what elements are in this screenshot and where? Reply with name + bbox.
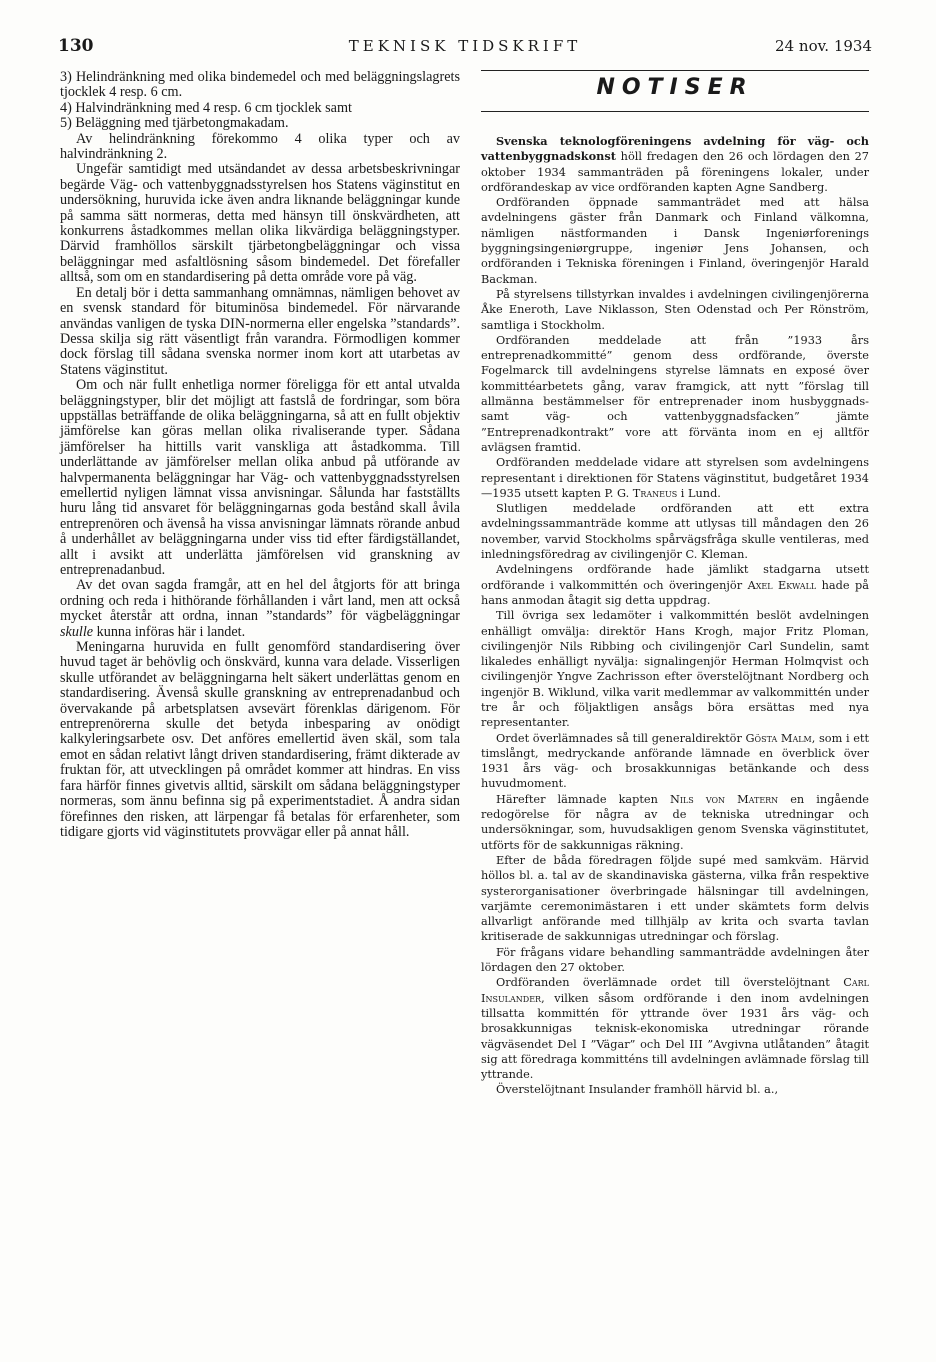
text-run: i Lund.	[677, 486, 721, 500]
text-run: Ordet överlämnades så till generaldirektör	[496, 731, 746, 745]
text-run: Ordföranden överlämnade ordet till överstelöjtnant	[496, 976, 844, 990]
paragraph	[481, 455, 869, 501]
paragraph	[481, 562, 869, 608]
paragraph: 4) Halvindränkning med 4 resp. 6 cm tjocklek samt	[60, 99, 352, 116]
paragraph: För frågans vidare behandling sammanträdde avdelningen åter lördagen den 27 oktober.	[481, 945, 869, 975]
left-column	[60, 70, 460, 840]
paragraph: En detalj bör i detta sammanhang omnämnas, nämligen behovet av en svensk standard för bituminösa bindemedel. För närvarande användas vanligen de tyska DIN-normerna eller engelska ”standards”. Dessa skilja sig rätt väsentligt från varandra. Förmodligen kommer dock förslag till sådana svenska normer inom kort att utarbetas av Statens väginstitut.	[60, 284, 460, 378]
page-header	[58, 36, 872, 58]
person-name: P. G. Traneus	[604, 486, 678, 500]
paragraph: Om och när fullt enhetliga normer föreligga för ett antal utvalda beläggningstyper, blir det möjligt att fastslå de fordringar, som böra uppställas beträffande de olika beläggningarna, så att en fullt objektiv jämförelse kan göras mellan olika rivaliserande typer. Sådana jämförelser ha hittills varit vanskliga att åstadkomma. Till underlättande av jämförelser mellan olika anbud på utförande av halvpermanenta beläggningar har Väg- och vattenbyggnadsstyrelsen emellertid nyligen lämnat vissa anvisningar. Sålunda har fastställts huru lång tid ansvaret för beläggningarnas goda bestånd skall åvila entreprenören och ävenså ha vissa anvisningar lämnats rörande anbud å underhållet av beläggningarna under viss tid efter färdigställandet, allt i avsikt att underlätta jämförelsen vid granskning av entreprenadanbud.	[60, 377, 460, 578]
text-run: en ingående redogörelse för några av de tekniska utredningar och undersökningar, som, huvudsakligen genom Svenska väginstitutet, utförts för de sakkunnigas räkning.	[481, 792, 869, 852]
paragraph: Till övriga sex ledamöter i valkommittén beslöt avdelningen enhälligt omvälja: direktör Hans Krogh, major Fritz Ploman, civilingenjör Nils Ribbing och civilingenjör Carl Sundelin, samt likaledes enhälligt nyvälja: signalingenjör Herman Holmqvist och civilingenjör Yngve Zachrisson efter överstelöjtnant Nordberg och ingenjör B. Wiklund, vilka varit medlemmar av valkommittén under tre år och följaktligen ansågs böra ersättas med nya representanter.	[481, 609, 869, 730]
lead-heading: Svenska teknologföreningens avdelning för väg- och vattenbyggnadskonst	[481, 134, 869, 164]
person-name: Axel Ekwall	[747, 578, 817, 592]
italic-word: skulle	[60, 623, 94, 640]
paragraph	[481, 134, 869, 195]
paragraph	[481, 731, 869, 792]
paragraph: Av helindränkning förekommo 4 olika typer och av halvindränkning 2.	[60, 130, 460, 163]
text-run: Av det ovan sagda framgår, att en hel del åtgjorts för att bringa ordning och reda i hithörande förhållanden i vårt land, men att också mycket återstår att ordna, innan ”standards” för vägbeläggningar	[60, 577, 460, 625]
paragraph: Ordföranden meddelade att från ”1933 års entreprenadkommitté” genom dess ordförande, överste Fogelmarck till avdelningens styrelse lämnats en exposé över kommittéarbetets gång, varav framgick, att nytt ”förslag till allmänna bestämmelser för entreprenader inom husbyggnads- samt väg- och vattenbyggnadsfacken” jämte ”Entreprenadkontrakt” vore att förvänta inom en ej alltför avlägsen framtid.	[481, 333, 869, 454]
paragraph: Ungefär samtidigt med utsändandet av dessa arbetsbeskrivningar begärde Väg- och vattenbyggnadsstyrelsen hos Statens väginstitut en undersökning, huruvida icke även andra liknande beläggningar kunde på samma sätt normeras, detta med hänsyn till önskvärdheten, att konkurrens åstadkommes mellan olika likvärdiga beläggningstyper. Därvid framhöllos särskilt tjärbetongbeläggningar och vissa beläggningar med asfaltlösning såsom bindemedel. Det förefaller alltså, som om en standardisering på detta område vore på väg.	[60, 161, 460, 286]
text-run: Ordföranden meddelade vidare att styrelsen som avdelningens representant i direktionen för Statens väginstitut, budgetåret 1934—1935 utsett kapten	[481, 456, 869, 500]
person-name: Gösta Malm	[745, 731, 812, 745]
paragraph: Meningarna huruvida en fullt genomförd standardisering över huvud taget är behövlig och önskvärd, kunna vara delade. Visserligen skulle utförandet av beläggningarna helt säkert underlättas genom en standardisering. Ävenså skulle granskning av entreprenadanbud och övervakande på arbetsplatsen avsevärt förenklas därigenom. För entreprenörerna skulle det betyda inbesparing av onödigt kalkyleringsarbete osv. Det anföres emellertid även skäl, som tala emot en sådan relativt långt driven standardisering, främt dikterade av fruktan för, att utvecklingen på området kommer att hindras. En viss fara härför finnes givetvis alltid, särskilt om sådana beläggningstyper normeras, som ännu befinna sig på experimentstadiet. Å andra sidan förefinnes den risken, att lärpengar få betalas för erfarenheter, som tidigare gjorts vid väginstitutets provvägar eller på annat håll.	[60, 639, 460, 840]
paragraph: 5) Beläggning med tjärbetongmakadam.	[60, 115, 289, 132]
paragraph: Slutligen meddelade ordföranden att ett extra avdelningssammanträde komme att utlysas till måndagen den 26 november, varvid Stockholms spårvägsfråga skulle ventileras, med inledningsföredrag av civilingenjör C. Kleman.	[481, 502, 869, 562]
section-header-box	[481, 70, 869, 112]
paragraph	[481, 975, 869, 1082]
text-run: Avdelningens ordförande hade jämlikt stadgarna utsett ordförande i valkommittén och överingenjör	[481, 563, 869, 592]
paragraph: Överstelöjtnant Insulander framhöll härvid bl. a.,	[496, 1083, 779, 1097]
page-number: 130	[58, 36, 94, 56]
text-run: , vilken såsom ordförande i den inom avdelningen tillsatta kommittén för yttrande över 1931 års väg- och brosakkunnigas teknisk-ekonomiska utredningar rörande vägväsendet Del I ”Vägar” och Del III ”Avgivna utlåtanden” åtagit sig att föredraga kommitténs till avdelningen avlämnade förslag till yttrande.	[481, 991, 869, 1082]
person-name: Carl Insulander	[481, 976, 869, 1005]
paragraph	[481, 792, 869, 853]
section-title: NOTISER	[596, 75, 754, 100]
paragraph: Efter de båda föredragen följde supé med samkväm. Härvid höllos bl. a. tal av de skandinaviska gästerna, vilka från respektive systerorganisationer överbringade hälsningar till avdelningen, varjämte ceremonimästaren i ett under skämtets form delvis allvarligt anförande med tillhjälp av krita och svarta tavlan kritiserade de sakkunnigas utredningar och förslag.	[481, 853, 869, 944]
person-name: Nils von Matern	[669, 792, 779, 806]
paragraph: På styrelsens tillstyrkan invaldes i avdelningen civilingenjörerna Åke Eneroth, Lave Niklasson, Sten Odenstad och Per Rönström, samtliga i Stockholm.	[481, 287, 869, 332]
text-run: , som i ett timslångt, medryckande anförande lämnade en överblick över 1931 års väg- och brosakkunnigas betänkande och dess huvudmoment.	[481, 731, 869, 791]
text-run: hade på hans anmodan åtagit sig detta uppdrag.	[481, 578, 870, 607]
journal-title: TEKNISK TIDSKRIFT	[348, 37, 582, 55]
paragraph	[60, 578, 460, 640]
paragraph: 3) Helindränkning med olika bindemedel och med beläggningslagrets tjocklek 4 resp. 6 cm.	[60, 69, 460, 101]
text-run: kunna införas här i landet.	[93, 623, 246, 640]
right-column	[481, 70, 869, 1098]
text-run: höll fredagen den 26 och lördagen den 27 oktober 1934 sammanträden på föreningens lokaler, under ordförandeskap av vice ordföranden kapten Agne Sandberg.	[481, 150, 869, 194]
text-run: Härefter lämnade kapten	[496, 792, 670, 806]
issue-date: 24 nov. 1934	[775, 37, 872, 55]
paragraph: Ordföranden öppnade sammanträdet med att hälsa avdelningens gäster från Danmark och Finland välkomna, nämligen nästformanden i Dansk Ingeniørforenings byggningsingeniørgruppe, ingeniør Jens Johansen, och ordföranden i Tekniska föreningen i Finland, överingenjör Harald Backman.	[481, 196, 869, 286]
